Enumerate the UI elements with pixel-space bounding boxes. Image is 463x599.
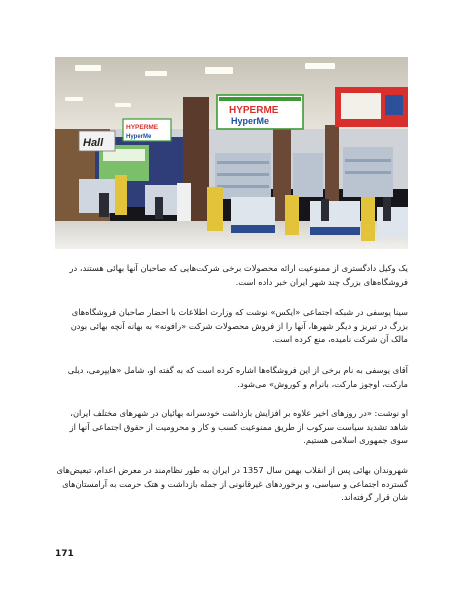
center-store-sign-subtext: HyperMe	[126, 134, 152, 140]
page-number: 171	[55, 549, 74, 559]
photo-credit: عکس از خبرگزاری	[364, 241, 404, 247]
store-photo	[55, 57, 408, 249]
paragraph-2: سینا یوسفی در شبکه اجتماعی «ایکس» نوشت که وزارت اطلاعات با احضار صاحبان فروشگاه‌های بزرگ در تبریز و دیگر شهرها، آنها را از فروش محصولات شرکت «رافونه» به بهانه آنچه بهائی بودن مالک آن شرکت نامیده، منع کرده است.	[70, 307, 408, 345]
hypermarket-interior-image	[55, 57, 408, 249]
paragraph-4: او نوشت: «در روزهای اخیر علاوه بر افزایش بازداشت خودسرانه بهائیان در شهرهای مختلف ایران، شاهد تشدید سیاست سرکوب از طریق ممنوعیت کسب و کار و محرومیت از حقوق اجتماعی آنها از سوی جمهوری اسلامی هستیم.	[69, 408, 408, 446]
center-store-sign-text: HYPERME	[126, 124, 159, 131]
top-store-sign-subtext: HyperMe	[231, 116, 270, 126]
hall-logo-text: Hall	[83, 137, 104, 149]
top-store-sign-text: HYPERME	[229, 105, 279, 116]
paragraph-5: شهروندان بهائی پس از انقلاب بهمن سال 1357 در ایران به طور نظام‌مند در معرض اعدام، تبعیض‌های گسترده اجتماعی و سیاسی، و برخوردهای غیرقانونی از جمله بازداشت و هتک حرمت به آرامستان‌های شان قرار گرفته‌اند.	[56, 465, 408, 503]
paragraph-3: آقای یوسفی به نام برخی از این فروشگاه‌ها اشاره کرده است که به گفته او، شامل «هایپرمی، دیلی مارکت، اوجوز مارکت، بانرام و کوروش» می‌شود.	[67, 365, 408, 389]
paragraph-1: یک وکیل دادگستری از ممنوعیت ارائه محصولات برخی شرکت‌هایی که صاحبان آنها بهائی هستند، در فروشگاه‌های بزرگ چند شهر ایران خبر داده است.	[69, 263, 408, 287]
